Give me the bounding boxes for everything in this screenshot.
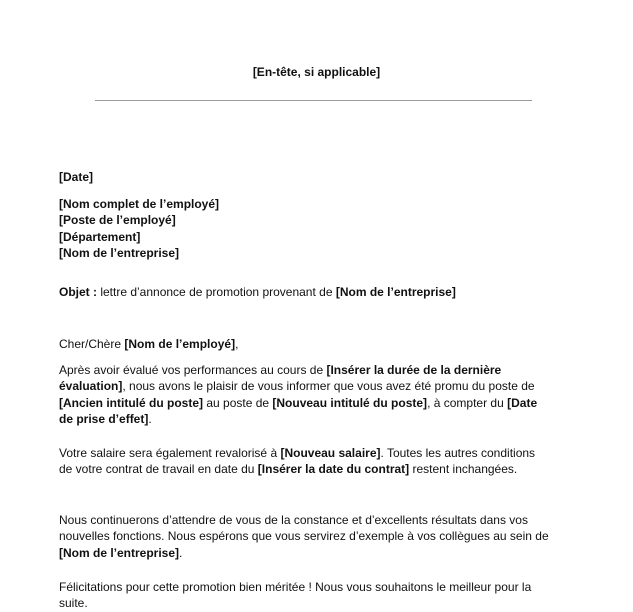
p2-new-salary: [Nouveau salaire] <box>280 446 381 460</box>
subject-line <box>59 284 549 300</box>
employee-company: [Nom de l’entreprise] <box>59 245 180 260</box>
p1-new-title: [Nouveau intitulé du poste] <box>272 395 428 410</box>
p2-text-3: restent inchangées. <box>409 462 518 477</box>
p2-text-1: Votre salaire sera également revalorisé à <box>59 446 281 460</box>
paragraph-expectations <box>59 512 549 561</box>
date-line <box>59 169 549 185</box>
date-placeholder: [Date] <box>59 170 94 184</box>
p1-text-1: Après avoir évalué vos performances au cours de <box>59 363 327 377</box>
p1-text-3: au poste de <box>203 395 273 410</box>
p3-text-1: Nous continuerons d’attendre de vous de la constance et d’excellents résultats dans vos nouvelles fonctions. Nous espérons que vous servirez d’exemple à vos collègues au sein de <box>59 513 549 544</box>
p1-text-5: . <box>148 411 152 426</box>
greeting-name: [Nom de l’employé] <box>124 337 236 351</box>
p3-company: [Nom de l’entreprise] <box>59 545 180 560</box>
employee-full-name: [Nom complet de l’employé] <box>59 197 220 211</box>
p1-evaluation-duration: [Insérer la durée de la dernière évaluation] <box>59 363 502 394</box>
p1-text-4: , à compter du <box>427 395 508 410</box>
p1-text-2: , nous avons le plaisir de vous informer que vous avez été promu du poste de <box>122 379 535 394</box>
employee-position: [Poste de l’employé] <box>59 213 176 228</box>
greeting-suffix: , <box>235 337 239 351</box>
p2-text-2: . Toutes les autres conditions de votre contrat de travail en date du <box>59 446 536 477</box>
p1-effective-date: [Date de prise d’effet] <box>59 395 538 426</box>
letterhead-title: [En-tête, si applicable] <box>252 65 381 79</box>
greeting-line <box>59 336 549 352</box>
header-divider <box>95 100 532 101</box>
paragraph-congratulations <box>59 579 549 612</box>
p4-text-1: Félicitations pour cette promotion bien méritée ! Nous vous souhaitons le meilleur pour la suite. <box>59 580 532 611</box>
p3-text-2: . <box>179 545 183 560</box>
paragraph-promotion <box>59 362 549 427</box>
subject-text: lettre d’annonce de promotion provenant de <box>97 285 336 299</box>
subject-company: [Nom de l’entreprise] <box>335 285 456 299</box>
paragraph-salary <box>59 445 549 478</box>
greeting-prefix: Cher/Chère <box>59 337 125 351</box>
p2-contract-date: [Insérer la date du contrat] <box>257 462 410 477</box>
subject-label: Objet : <box>59 285 97 299</box>
employee-address-block <box>59 196 549 261</box>
employee-department: [Département] <box>59 229 141 244</box>
p1-old-title: [Ancien intitulé du poste] <box>59 395 203 410</box>
